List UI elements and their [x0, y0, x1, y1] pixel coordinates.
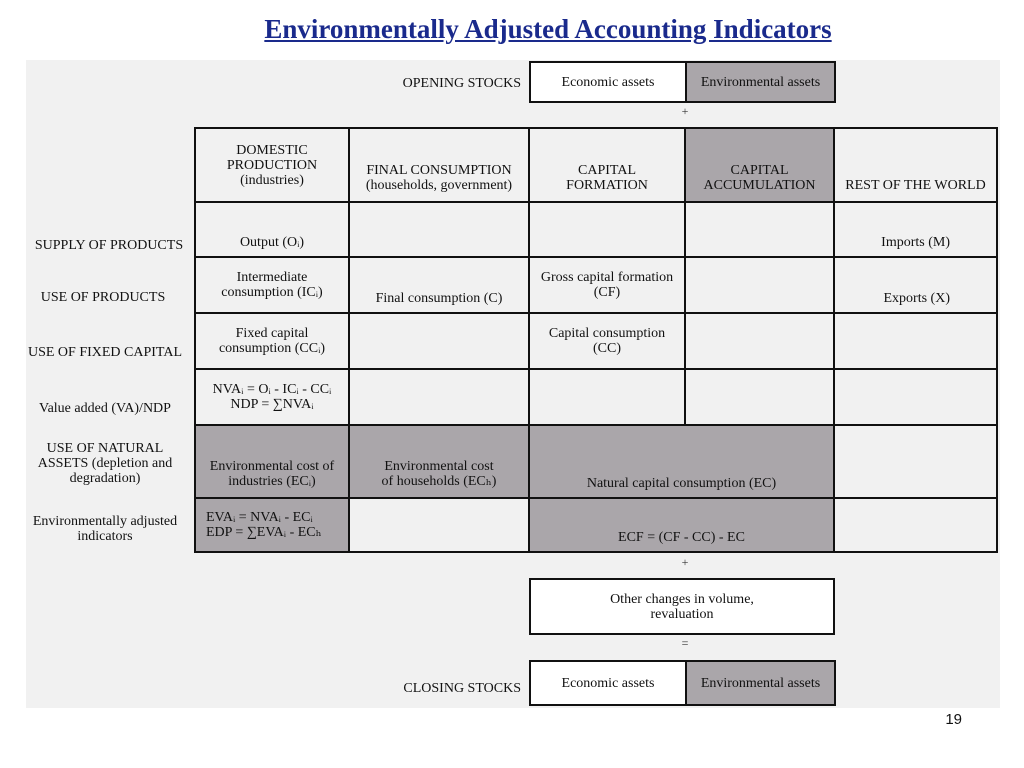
equals-sign: = — [681, 636, 689, 650]
plus-sign-top: + — [681, 104, 689, 118]
opening-environmental-assets: Environmental assets — [685, 61, 836, 103]
header-capital-formation: CAPITAL FORMATION — [566, 163, 648, 193]
slide-title: Environmentally Adjusted Accounting Indicators — [264, 14, 832, 44]
cell-eva-formula: EVAᵢ = NVAᵢ - ECᵢ EDP = ∑EVAᵢ - ECₕ — [206, 510, 322, 540]
cell-imports: Imports (M) — [881, 235, 950, 250]
row-use-of-products: USE OF PRODUCTS — [40, 289, 166, 305]
cell-exports: Exports (X) — [883, 291, 950, 306]
cell-fixed-capital-consumption: Fixed capital consumption (CCᵢ) — [218, 326, 326, 356]
plus-sign-bottom: + — [681, 555, 689, 569]
row-value-added: Value added (VA)/NDP — [39, 400, 171, 416]
grid-line — [996, 127, 998, 553]
row-use-of-natural-assets: USE OF NATURAL ASSETS (depletion and degradation) — [37, 440, 173, 486]
cell-capital-consumption: Capital consumption (CC) — [548, 326, 666, 356]
cell-natural-capital-consumption: Natural capital consumption (EC) — [586, 476, 777, 491]
header-rest-of-world: REST OF THE WORLD — [845, 178, 986, 193]
cell-env-cost-industries: Environmental cost of industries (ECᵢ) — [209, 459, 335, 489]
opening-stocks-label: OPENING STOCKS — [402, 76, 521, 91]
opening-economic-assets: Economic assets — [529, 61, 687, 103]
slide-number: 19 — [945, 711, 962, 728]
row-supply-of-products: SUPPLY OF PRODUCTS — [34, 237, 184, 253]
grid-line — [195, 551, 997, 553]
header-final-consumption: FINAL CONSUMPTION (households, government) — [365, 163, 513, 193]
header-domestic-production: DOMESTIC PRODUCTION (industries) — [226, 142, 318, 188]
cell-intermediate-consumption: Intermediate consumption (ICᵢ) — [221, 270, 323, 300]
cell-nva-formula: NVAᵢ = Oᵢ - ICᵢ - CCᵢ NDP = ∑NVAᵢ — [212, 382, 332, 412]
cell-env-cost-households: Environmental cost of households (ECₕ) — [381, 459, 497, 489]
closing-stocks-label: CLOSING STOCKS — [403, 681, 521, 696]
row-use-of-fixed-capital: USE OF FIXED CAPITAL — [27, 344, 183, 360]
cell-ecf-formula: ECF = (CF - CC) - EC — [618, 530, 745, 545]
cell-final-consumption: Final consumption (C) — [375, 291, 503, 306]
cell-gross-capital-formation: Gross capital formation (CF) — [540, 270, 674, 300]
header-capital-accumulation: CAPITAL ACCUMULATION — [703, 163, 816, 193]
closing-environmental-assets: Environmental assets — [685, 660, 836, 706]
cell-output: Output (Oᵢ) — [239, 235, 305, 250]
other-changes-box: Other changes in volume, revaluation — [529, 578, 835, 635]
closing-economic-assets: Economic assets — [529, 660, 687, 706]
row-environmentally-adjusted-indicators: Environmentally adjusted indicators — [32, 514, 178, 544]
